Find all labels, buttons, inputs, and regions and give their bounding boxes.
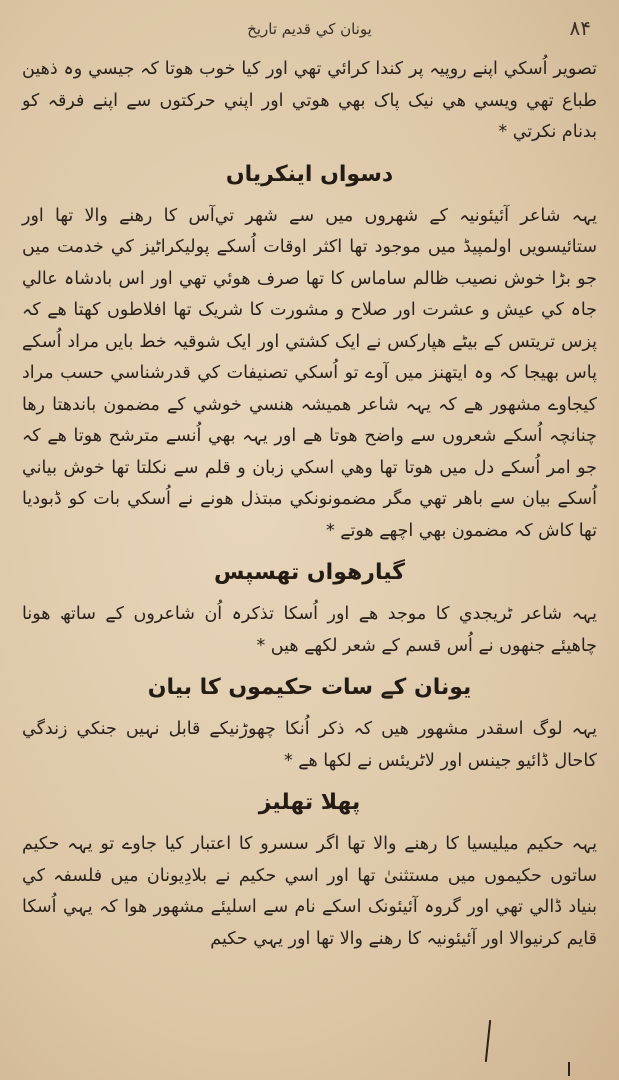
paragraph: يہہ شاعر ٹريجدي كا موجد ھے اور اُسكا تذكرہ اُن شاعروں كے ساتھ ھونا چاھيئے جنھوں نے اُس قسم كے شعر لكھے ھيں * [22, 604, 597, 656]
paragraph: تصوير اُسكي اپنے روپيہ پر كندا كرائي تھي اور كيا خوب ھوتا كہ جيسي وہ ذھين طباع تھي ويسي ھي نيک پاک بھي ھوتي اور اپني حركتوں سے اپنے فرقہ كو بدنام نكرتي * [22, 59, 597, 142]
section-heading: گيارھواں تھسپس [214, 560, 405, 585]
section-heading: يونان كے سات حكيموں كا بيان [147, 675, 472, 700]
paragraph: يہہ لوگ اسقدر مشھور ھيں كہ ذكر اُنكا چھوڑنيكے قابل نہيں جنكي زندگي كاحال ڈائيو جينس اور لاٹريئس نے لكھا ھے * [22, 719, 597, 771]
running-title: يونان كي قديم تاريخ [247, 20, 372, 38]
page-number: ۸۴ [569, 16, 591, 40]
paragraph: يہہ حكيم ميليسيا كا رھنے والا تھا اگر سسرو كا اعتبار كيا جاوے تو يہہ حكيم ساتوں حكيموں ميں مستثنیٰ تھا اور اسي حكيم نے بلادِيونان ميں فلسفہ كي بنياد ڈالي تھي اور گروہ آئيئونک اسكے نام سے اسليئے مشھور ھوا كہ يہي اُسكا قايم كرنيوالا اور آئيئونيہ كا رھنے والا تھا اور يہي حكيم [22, 834, 597, 949]
section-heading: دسواں اينكرياں [225, 161, 394, 187]
page-header [22, 10, 597, 54]
paragraph: يہہ شاعر آئيئونيہ كے شھروں ميں سے شھر تي‌آس كا رھنے والا تھا اور ستائيسويں اولمپيڈ ميں موجود تھا اكثر اوقات اُسكے پوليكراٹيز كي خدمت ميں جو بڑا خوش نصيب ظالم ساماس كا تھا صرف ھوئي تھي اور اس بادشاہ عالي جاہ كي عيش و عشرت اور صلاح و مشورت كا شريک تھا افلاطوں كھتا ھے كہ پزس تريتس كے بيٹے ھپاركس نے ايک كشتي اور ايک شوقيہ خط بايں مراد اُسكے پاس بھيجا كہ وہ ايتھنز ميں آوے تو اُسكي تصنيفات كي قدرشناسي حسب مراد كيجاوے مشھور ھے كہ يہہ شاعر ھميشہ ھنسي خوشي كے مضمون باندھتا رھا چنانچہ اُسكے شعروں سے واضح ھوتا ھے اور يہہ بھي اُنسے مترشح ھوتا ھے كہ جو امر اُسكے دل ميں ھوتا تھا وھي اسكي زبان و قلم سے نكلتا تھا خوش بياني اُسكے بيان سے باھر تھي مگر مضمونونكي مبتذل ھونے نے اُسكي بات كو ڈبوديا تھا كاش كہ مضمون بھي اچھے ھوتے * [22, 205, 597, 541]
section-heading: پھلا تھليز [258, 790, 361, 815]
ink-margin-mark [485, 1020, 491, 1062]
ink-margin-tick [568, 1062, 570, 1076]
